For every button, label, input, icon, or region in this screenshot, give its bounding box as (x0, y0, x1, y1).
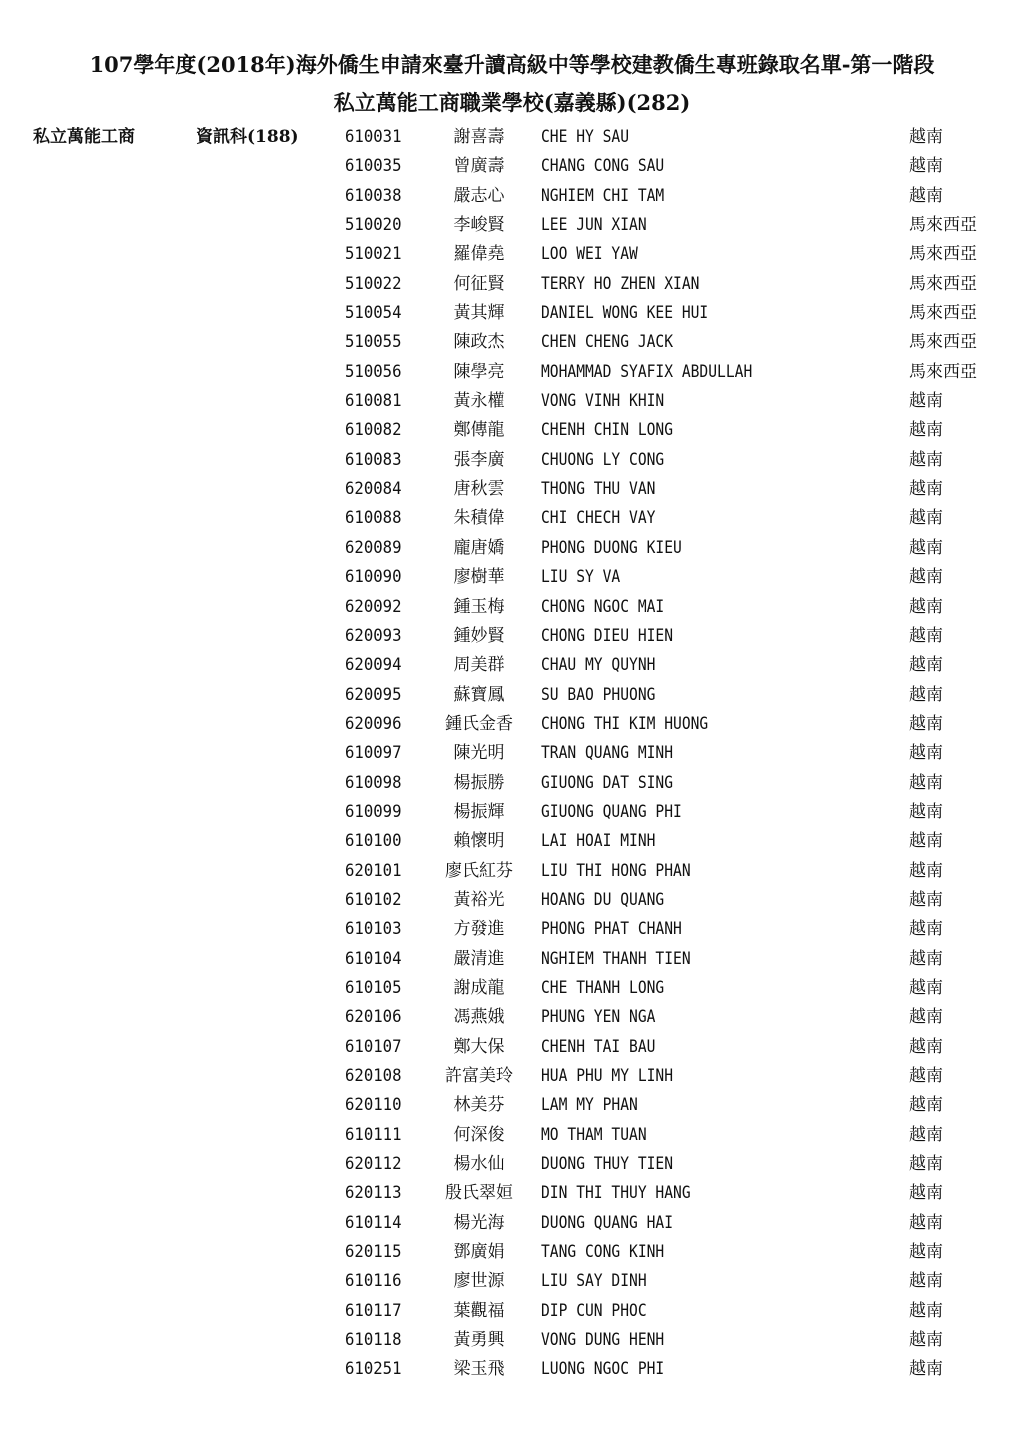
country: 越南 (909, 156, 943, 177)
student-row (0, 798, 1024, 827)
student-id: 610038 (345, 185, 402, 206)
english-name: LIU THI HONG PHAN (541, 860, 691, 881)
chinese-name: 蘇寶鳳 (453, 684, 505, 705)
student-row (0, 739, 1024, 768)
english-name: CHAU MY QUYNH (541, 655, 656, 676)
student-id: 620110 (345, 1095, 402, 1116)
chinese-name: 曾廣壽 (453, 156, 505, 177)
chinese-name: 張李廣 (453, 449, 505, 470)
english-name: VONG VINH KHIN (541, 391, 665, 412)
student-row (0, 358, 1024, 387)
chinese-name: 馮燕娥 (453, 1007, 505, 1028)
student-row (0, 857, 1024, 886)
english-name: LAM MY PHAN (541, 1095, 638, 1116)
english-name: VONG DUNG HENH (541, 1330, 665, 1351)
chinese-name: 何深俊 (453, 1124, 505, 1145)
country: 越南 (909, 831, 943, 852)
country: 越南 (909, 919, 943, 940)
english-name: CHONG DIEU HIEN (541, 625, 674, 646)
country: 越南 (909, 1212, 943, 1233)
chinese-name: 謝喜壽 (453, 127, 505, 147)
english-name: MOHAMMAD SYAFIX ABDULLAH (541, 361, 753, 382)
student-id: 510056 (345, 361, 402, 382)
chinese-name: 鄧廣娟 (453, 1242, 505, 1263)
country: 越南 (909, 1242, 943, 1263)
student-row (0, 1091, 1024, 1120)
chinese-name: 鍾氏金香 (445, 713, 513, 734)
country: 越南 (909, 743, 943, 764)
student-id: 610031 (345, 127, 402, 147)
student-id: 610105 (345, 977, 402, 998)
student-id: 620095 (345, 684, 402, 705)
country: 越南 (909, 1007, 943, 1028)
student-row (0, 211, 1024, 240)
country: 越南 (909, 596, 943, 617)
country: 馬來西亞 (909, 332, 977, 353)
english-name: TANG CONG KINH (541, 1242, 665, 1263)
country: 越南 (909, 1124, 943, 1145)
chinese-name: 楊光海 (453, 1212, 505, 1233)
student-row (0, 1297, 1024, 1326)
student-id: 610103 (345, 919, 402, 940)
chinese-name: 陳光明 (453, 743, 505, 764)
student-row (0, 152, 1024, 181)
chinese-name: 何征賢 (453, 273, 505, 294)
english-name: LIU SY VA (541, 567, 621, 588)
student-id: 510055 (345, 332, 402, 353)
chinese-name: 陳政杰 (453, 332, 505, 353)
student-id: 620093 (345, 625, 402, 646)
chinese-name: 廖氏紅芬 (445, 860, 513, 881)
student-row (0, 651, 1024, 680)
student-row (0, 123, 1024, 152)
student-row (0, 475, 1024, 504)
country: 越南 (909, 1300, 943, 1321)
country: 越南 (909, 948, 943, 969)
country: 越南 (909, 1359, 943, 1380)
english-name: CHUONG LY CONG (541, 449, 665, 470)
english-name: HUA PHU MY LINH (541, 1066, 674, 1086)
country: 越南 (909, 391, 943, 412)
english-name: PHUNG YEN NGA (541, 1007, 656, 1028)
chinese-name: 方發進 (453, 919, 505, 940)
student-id: 510022 (345, 273, 402, 294)
student-row (0, 593, 1024, 622)
english-name: CHONG THI KIM HUONG (541, 713, 709, 734)
student-row (0, 1326, 1024, 1355)
english-name: LAI HOAI MINH (541, 831, 656, 852)
english-name: CHONG NGOC MAI (541, 596, 665, 617)
english-name: DIP CUN PHOC (541, 1300, 647, 1321)
student-row (0, 886, 1024, 915)
student-row (0, 240, 1024, 269)
student-id: 620089 (345, 537, 402, 558)
chinese-name: 鍾妙賢 (453, 625, 505, 646)
chinese-name: 陳學亮 (453, 361, 505, 382)
student-id: 610097 (345, 743, 402, 764)
english-name: LIU SAY DINH (541, 1271, 647, 1292)
student-id: 610116 (345, 1271, 402, 1292)
chinese-name: 殷氏翠姮 (445, 1183, 513, 1204)
country: 越南 (909, 684, 943, 705)
chinese-name: 鍾玉梅 (453, 596, 505, 617)
country: 馬來西亞 (909, 361, 977, 382)
student-id: 610111 (345, 1124, 402, 1145)
student-id: 510021 (345, 244, 402, 265)
student-row (0, 1238, 1024, 1267)
english-name: LEE JUN XIAN (541, 215, 647, 236)
student-id: 620101 (345, 860, 402, 881)
student-id: 610090 (345, 567, 402, 588)
student-id: 610088 (345, 508, 402, 529)
country: 馬來西亞 (909, 215, 977, 236)
english-name: LOO WEI YAW (541, 244, 638, 265)
student-row (0, 504, 1024, 533)
country: 越南 (909, 420, 943, 441)
student-row (0, 299, 1024, 328)
country: 越南 (909, 185, 943, 206)
english-name: LUONG NGOC PHI (541, 1359, 665, 1380)
document-title: 107學年度(2018年)海外僑生申請來臺升讀高級中等學校建教僑生專班錄取名單-第一階段 (89, 52, 935, 77)
english-name: CHENH TAI BAU (541, 1036, 656, 1057)
country: 越南 (909, 772, 943, 793)
chinese-name: 葉觀福 (453, 1300, 505, 1321)
country: 越南 (909, 655, 943, 676)
student-id: 510020 (345, 215, 402, 236)
country: 越南 (909, 537, 943, 558)
country: 越南 (909, 567, 943, 588)
english-name: NGHIEM THANH TIEN (541, 948, 691, 969)
student-row (0, 1062, 1024, 1091)
country: 越南 (909, 860, 943, 881)
english-name: NGHIEM CHI TAM (541, 185, 665, 206)
student-row (0, 416, 1024, 445)
student-id: 620106 (345, 1007, 402, 1028)
chinese-name: 楊水仙 (453, 1154, 505, 1175)
student-row (0, 974, 1024, 1003)
student-row (0, 1121, 1024, 1150)
department-name: 資訊科(188) (196, 127, 299, 147)
student-id: 620094 (345, 655, 402, 676)
student-id: 610099 (345, 801, 402, 822)
country: 越南 (909, 713, 943, 734)
student-row (0, 563, 1024, 592)
student-id: 610098 (345, 772, 402, 793)
country: 越南 (909, 508, 943, 529)
student-row (0, 710, 1024, 739)
english-name: THONG THU VAN (541, 479, 656, 500)
student-id: 610083 (345, 449, 402, 470)
country: 越南 (909, 449, 943, 470)
student-id: 610114 (345, 1212, 402, 1233)
student-row (0, 1033, 1024, 1062)
country: 越南 (909, 1330, 943, 1351)
english-name: PHONG PHAT CHANH (541, 919, 682, 940)
chinese-name: 黃永權 (453, 391, 505, 412)
student-row (0, 270, 1024, 299)
student-row (0, 1355, 1024, 1384)
country: 越南 (909, 977, 943, 998)
english-name: PHONG DUONG KIEU (541, 537, 682, 558)
student-id: 610100 (345, 831, 402, 852)
chinese-name: 羅偉堯 (453, 244, 505, 265)
english-name: TERRY HO ZHEN XIAN (541, 273, 700, 294)
english-name: DUONG QUANG HAI (541, 1212, 674, 1233)
student-row (0, 534, 1024, 563)
country: 越南 (909, 625, 943, 646)
student-id: 610102 (345, 889, 402, 910)
student-row (0, 1179, 1024, 1208)
student-row (0, 769, 1024, 798)
chinese-name: 黃其輝 (453, 303, 505, 324)
student-id: 610104 (345, 948, 402, 969)
chinese-name: 楊振輝 (453, 801, 505, 822)
english-name: SU BAO PHUONG (541, 684, 656, 705)
country: 越南 (909, 1271, 943, 1292)
english-name: GIUONG DAT SING (541, 772, 674, 793)
chinese-name: 鄭大保 (453, 1036, 505, 1057)
english-name: DANIEL WONG KEE HUI (541, 303, 709, 324)
country: 越南 (909, 1036, 943, 1057)
student-id: 620096 (345, 713, 402, 734)
chinese-name: 楊振勝 (453, 772, 505, 793)
chinese-name: 嚴清進 (453, 948, 505, 969)
student-id: 620108 (345, 1066, 402, 1086)
chinese-name: 黃裕光 (453, 889, 505, 910)
english-name: DIN THI THUY HANG (541, 1183, 691, 1204)
student-id: 620113 (345, 1183, 402, 1204)
student-id: 620112 (345, 1154, 402, 1175)
student-row (0, 622, 1024, 651)
chinese-name: 許富美玲 (445, 1066, 513, 1086)
chinese-name: 龐唐嬌 (453, 537, 505, 558)
student-id: 620092 (345, 596, 402, 617)
student-row (0, 681, 1024, 710)
english-name: CHE HY SAU (541, 127, 630, 147)
chinese-name: 鄭傳龍 (453, 420, 505, 441)
chinese-name: 朱積偉 (453, 508, 505, 529)
student-row (0, 915, 1024, 944)
chinese-name: 李峻賢 (453, 215, 505, 236)
student-id: 610117 (345, 1300, 402, 1321)
chinese-name: 梁玉飛 (453, 1359, 505, 1380)
student-row (0, 1150, 1024, 1179)
country: 越南 (909, 1154, 943, 1175)
student-id: 610251 (345, 1359, 402, 1380)
english-name: DUONG THUY TIEN (541, 1154, 674, 1175)
english-name: CHI CHECH VAY (541, 508, 656, 529)
english-name: MO THAM TUAN (541, 1124, 647, 1145)
student-id: 510054 (345, 303, 402, 324)
student-row (0, 446, 1024, 475)
country: 越南 (909, 1183, 943, 1204)
student-row (0, 1209, 1024, 1238)
student-list (0, 123, 1024, 1385)
student-row (0, 1003, 1024, 1032)
chinese-name: 謝成龍 (453, 977, 505, 998)
chinese-name: 嚴志心 (453, 185, 505, 206)
english-name: HOANG DU QUANG (541, 889, 665, 910)
country: 越南 (909, 127, 943, 147)
student-id: 610118 (345, 1330, 402, 1351)
country: 馬來西亞 (909, 244, 977, 265)
student-id: 620084 (345, 479, 402, 500)
chinese-name: 賴懷明 (453, 831, 505, 852)
student-id: 610082 (345, 420, 402, 441)
student-id: 620115 (345, 1242, 402, 1263)
chinese-name: 黃勇興 (453, 1330, 505, 1351)
student-id: 610081 (345, 391, 402, 412)
chinese-name: 周美群 (453, 655, 505, 676)
country: 馬來西亞 (909, 303, 977, 324)
student-row (0, 328, 1024, 357)
student-row (0, 827, 1024, 856)
english-name: GIUONG QUANG PHI (541, 801, 682, 822)
country: 越南 (909, 889, 943, 910)
country: 馬來西亞 (909, 273, 977, 294)
school-name: 私立萬能工商 (33, 127, 135, 147)
chinese-name: 唐秋雲 (453, 479, 505, 500)
chinese-name: 林美芬 (453, 1095, 505, 1116)
student-row (0, 387, 1024, 416)
school-subtitle: 私立萬能工商職業學校(嘉義縣)(282) (333, 90, 691, 115)
student-row (0, 182, 1024, 211)
country: 越南 (909, 1066, 943, 1086)
english-name: TRAN QUANG MINH (541, 743, 674, 764)
chinese-name: 廖樹華 (453, 567, 505, 588)
student-id: 610035 (345, 156, 402, 177)
english-name: CHE THANH LONG (541, 977, 665, 998)
country: 越南 (909, 479, 943, 500)
student-row (0, 945, 1024, 974)
chinese-name: 廖世源 (453, 1271, 505, 1292)
english-name: CHENH CHIN LONG (541, 420, 674, 441)
english-name: CHANG CONG SAU (541, 156, 665, 177)
country: 越南 (909, 1095, 943, 1116)
student-row (0, 1267, 1024, 1296)
english-name: CHEN CHENG JACK (541, 332, 674, 353)
country: 越南 (909, 801, 943, 822)
student-id: 610107 (345, 1036, 402, 1057)
